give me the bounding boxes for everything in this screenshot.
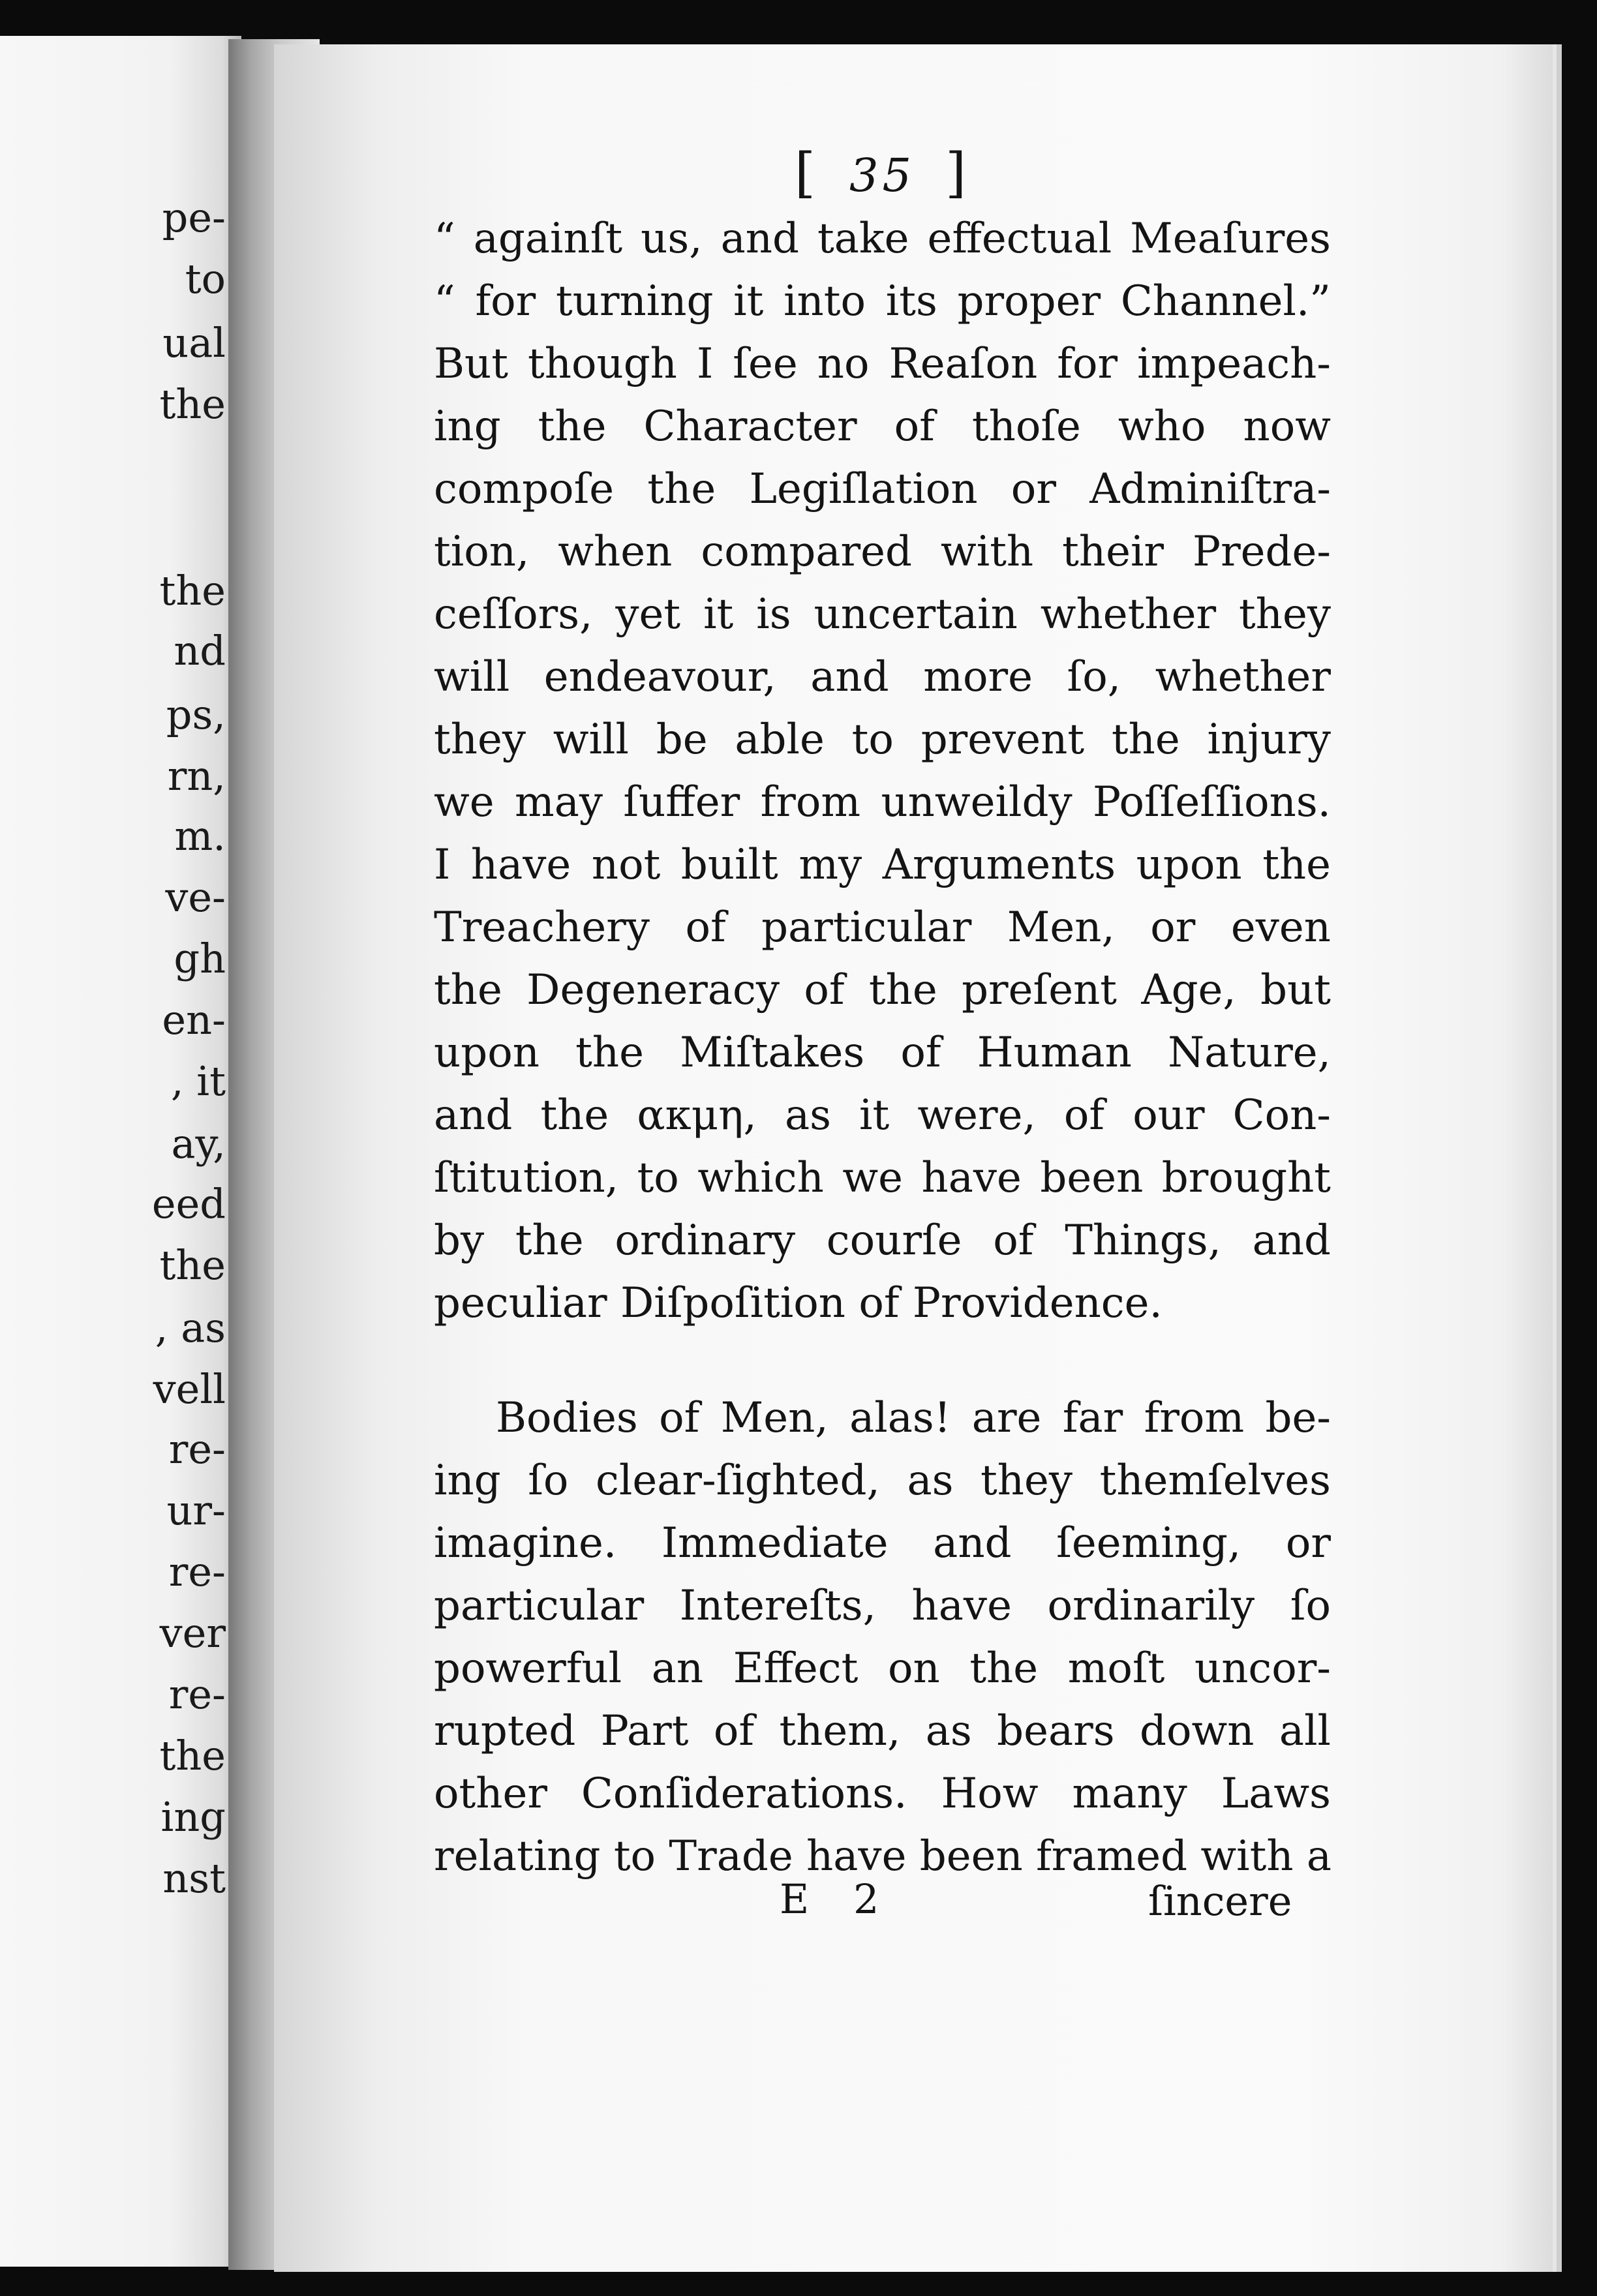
facing-page-left bbox=[0, 36, 241, 2267]
facing-page-fragment: nst bbox=[162, 1854, 226, 1902]
text-line: “ for turning it into its proper Channel.” bbox=[434, 277, 1331, 325]
text-line: peculiar Diſpoſition of Providence. bbox=[434, 1279, 1163, 1327]
facing-page-fragment: pe- bbox=[162, 194, 226, 241]
text-line: by the ordinary courſe of Things, and bbox=[434, 1216, 1331, 1265]
facing-page-fragment: en- bbox=[162, 996, 226, 1044]
facing-page-fragment: re- bbox=[168, 1670, 226, 1718]
text-line: rupted Part of them, as bears down all bbox=[434, 1707, 1331, 1755]
facing-page-fragment: rn, bbox=[167, 752, 226, 800]
text-line: Bodies of Men, alas! are far from be- bbox=[496, 1394, 1331, 1442]
page-number: 35 bbox=[849, 149, 916, 202]
text-line: ing the Character of thoſe who now bbox=[434, 402, 1331, 451]
facing-page-fragment: the bbox=[159, 380, 226, 428]
text-line: relating to Trade have been framed with a bbox=[434, 1832, 1332, 1881]
facing-page-fragment: ay, bbox=[171, 1120, 226, 1168]
text-line: ſtitution, to which we have been brought bbox=[434, 1154, 1331, 1202]
paragraph-1 bbox=[434, 207, 1331, 1335]
facing-page-fragment: ing bbox=[160, 1793, 226, 1841]
text-line: Treachery of particular Men, or even bbox=[434, 903, 1331, 952]
text-line: ceſſors, yet it is uncertain whether they bbox=[434, 590, 1331, 639]
facing-page-fragment: m. bbox=[174, 812, 226, 860]
text-line: imagine. Immediate and ſeeming, or bbox=[434, 1519, 1331, 1567]
facing-page-fragment: to bbox=[185, 255, 226, 303]
facing-page-fragment: nd bbox=[174, 627, 226, 674]
text-line: But though I ſee no Reaſon for impeach- bbox=[434, 340, 1331, 388]
facing-page-fragment: ps, bbox=[166, 691, 226, 738]
text-line: I have not built my Arguments upon the bbox=[434, 841, 1331, 889]
text-line: the Degeneracy of the preſent Age, but bbox=[434, 966, 1331, 1014]
text-line: upon the Miſtakes of Human Nature, bbox=[434, 1029, 1331, 1077]
catchword: ſincere bbox=[1148, 1877, 1292, 1925]
header-open-bracket: [ bbox=[795, 142, 819, 204]
paragraph-2 bbox=[434, 1387, 1331, 1888]
facing-page-fragment: , it bbox=[170, 1057, 226, 1105]
text-line: they will be able to prevent the injury bbox=[434, 716, 1331, 764]
text-line: tion, when compared with their Prede- bbox=[434, 528, 1331, 576]
paragraph-gap bbox=[434, 1335, 1331, 1387]
facing-page-fragment: vell bbox=[153, 1365, 226, 1413]
facing-page-fragment: eed bbox=[151, 1180, 226, 1228]
text-line: “ againſt us, and take effectual Meaſures bbox=[434, 215, 1331, 263]
text-line: other Conſiderations. How many Laws bbox=[434, 1770, 1331, 1818]
facing-page-fragment: gh bbox=[174, 935, 226, 982]
text-line: and the ακμη, as it were, of our Con- bbox=[434, 1091, 1331, 1140]
text-line: ing ſo clear-ſighted, as they themſelves bbox=[434, 1457, 1331, 1505]
facing-page-fragment: ve- bbox=[165, 873, 226, 921]
page-header bbox=[795, 142, 970, 204]
facing-page-fragment: re- bbox=[168, 1548, 226, 1595]
signature-mark: E 2 bbox=[780, 1875, 895, 1923]
facing-page-fragment: the bbox=[159, 1732, 226, 1779]
text-line: we may ſuffer from unweildy Poſſeſſions. bbox=[434, 778, 1331, 826]
facing-page-fragment: , as bbox=[155, 1304, 226, 1352]
text-line: compoſe the Legiſlation or Adminiſtra- bbox=[434, 465, 1331, 513]
facing-page-fragment: ual bbox=[162, 319, 226, 367]
text-line: powerful an Effect on the moſt uncor- bbox=[434, 1644, 1331, 1693]
text-line: will endeavour, and more ſo, whether bbox=[434, 653, 1331, 701]
facing-page-fragment: the bbox=[159, 567, 226, 614]
text-line: particular Intereſts, have ordinarily ſo bbox=[434, 1582, 1331, 1630]
facing-page-fragment: the bbox=[159, 1241, 226, 1289]
facing-page-fragment: ur- bbox=[166, 1487, 226, 1534]
body-text bbox=[434, 207, 1331, 1888]
facing-page-fragment: ver bbox=[159, 1609, 226, 1657]
header-close-bracket: ] bbox=[945, 142, 971, 204]
facing-page-fragment: re- bbox=[168, 1425, 226, 1473]
